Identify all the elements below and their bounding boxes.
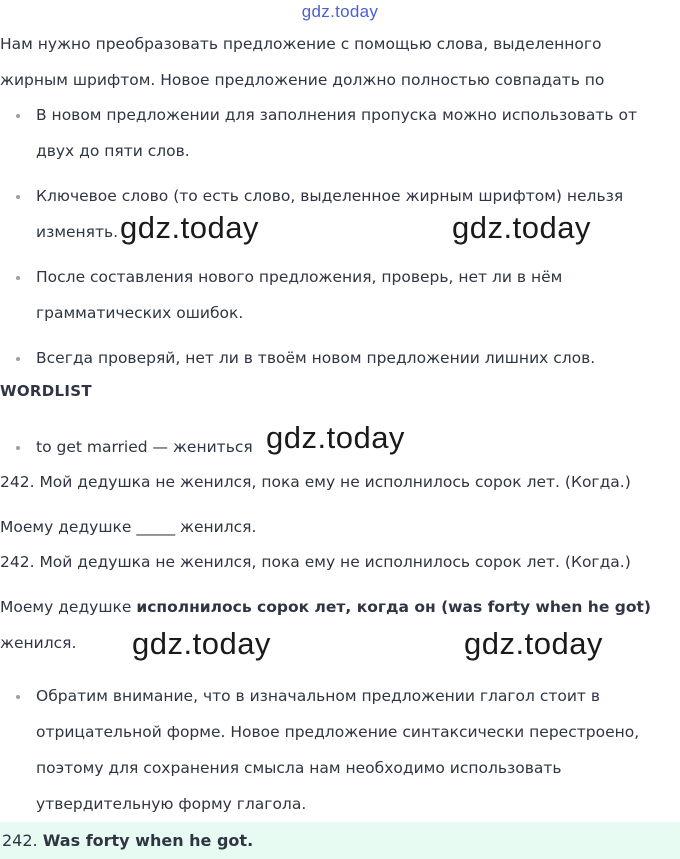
- rule-3-line-2: грамматических ошибок.: [36, 304, 244, 322]
- top-watermark: gdz.today: [301, 2, 379, 21]
- rule-3-line-1: После составления нового предложения, проверь, нет ли в нём: [36, 268, 563, 286]
- intro-line-1: Нам нужно преобразовать предложение с помощью слова, выделенного: [0, 35, 602, 53]
- answer-bold-part: исполнилось сорок лет, когда он (was forty when he got): [136, 598, 651, 616]
- note-line-1: Обратим внимание, что в изначальном предложении глагол стоит в: [36, 687, 601, 705]
- watermark: gdz.today: [132, 626, 271, 661]
- rule-2-line-1: Ключевое слово (то есть слово, выделенное жирным шрифтом) нельзя: [36, 187, 624, 205]
- bullet-icon: [16, 195, 20, 199]
- wordlist-heading: WORDLIST: [0, 382, 92, 400]
- final-answer-number: 242.: [2, 831, 38, 850]
- final-answer-text: Was forty when he got.: [42, 831, 254, 850]
- bullet-icon: [16, 276, 20, 280]
- watermark: gdz.today: [120, 210, 259, 245]
- bullet-icon: [16, 446, 20, 450]
- watermark: gdz.today: [266, 420, 405, 455]
- rule-1-line-2: двух до пяти слов.: [36, 142, 190, 160]
- task-line: 242. Мой дедушка не женился, пока ему не исполнилось сорок лет. (Когда.): [0, 473, 631, 491]
- answer-suffix: женился.: [0, 634, 77, 652]
- final-answer-bar: [0, 822, 680, 859]
- task-gap-sentence: Моему дедушке _____ женился.: [0, 518, 257, 536]
- wordlist-item: to get married — жениться: [36, 438, 253, 456]
- final-answer: [2, 822, 253, 859]
- note-line-4: утвердительную форму глагола.: [36, 795, 307, 813]
- note-line-3: поэтому для сохранения смысла нам необходимо использовать: [36, 759, 562, 777]
- watermark: gdz.today: [452, 210, 591, 245]
- answer-prefix: Моему дедушке: [0, 598, 137, 616]
- note-line-2: отрицательной форме. Новое предложение синтаксически перестроено,: [36, 723, 640, 741]
- watermark: gdz.today: [464, 626, 603, 661]
- rule-4: Всегда проверяй, нет ли в твоём новом предложении лишних слов.: [36, 349, 596, 367]
- answer-sentence: [0, 589, 651, 625]
- bullet-icon: [16, 357, 20, 361]
- intro-line-2: жирным шрифтом. Новое предложение должно полностью совпадать по: [0, 71, 605, 89]
- rule-1-line-1: В новом предложении для заполнения пропуска можно использовать от: [36, 106, 637, 124]
- task-line-repeat: 242. Мой дедушка не женился, пока ему не исполнилось сорок лет. (Когда.): [0, 553, 631, 571]
- bullet-icon: [16, 695, 20, 699]
- rule-2-line-2: изменять.: [36, 223, 119, 241]
- bullet-icon: [16, 114, 20, 118]
